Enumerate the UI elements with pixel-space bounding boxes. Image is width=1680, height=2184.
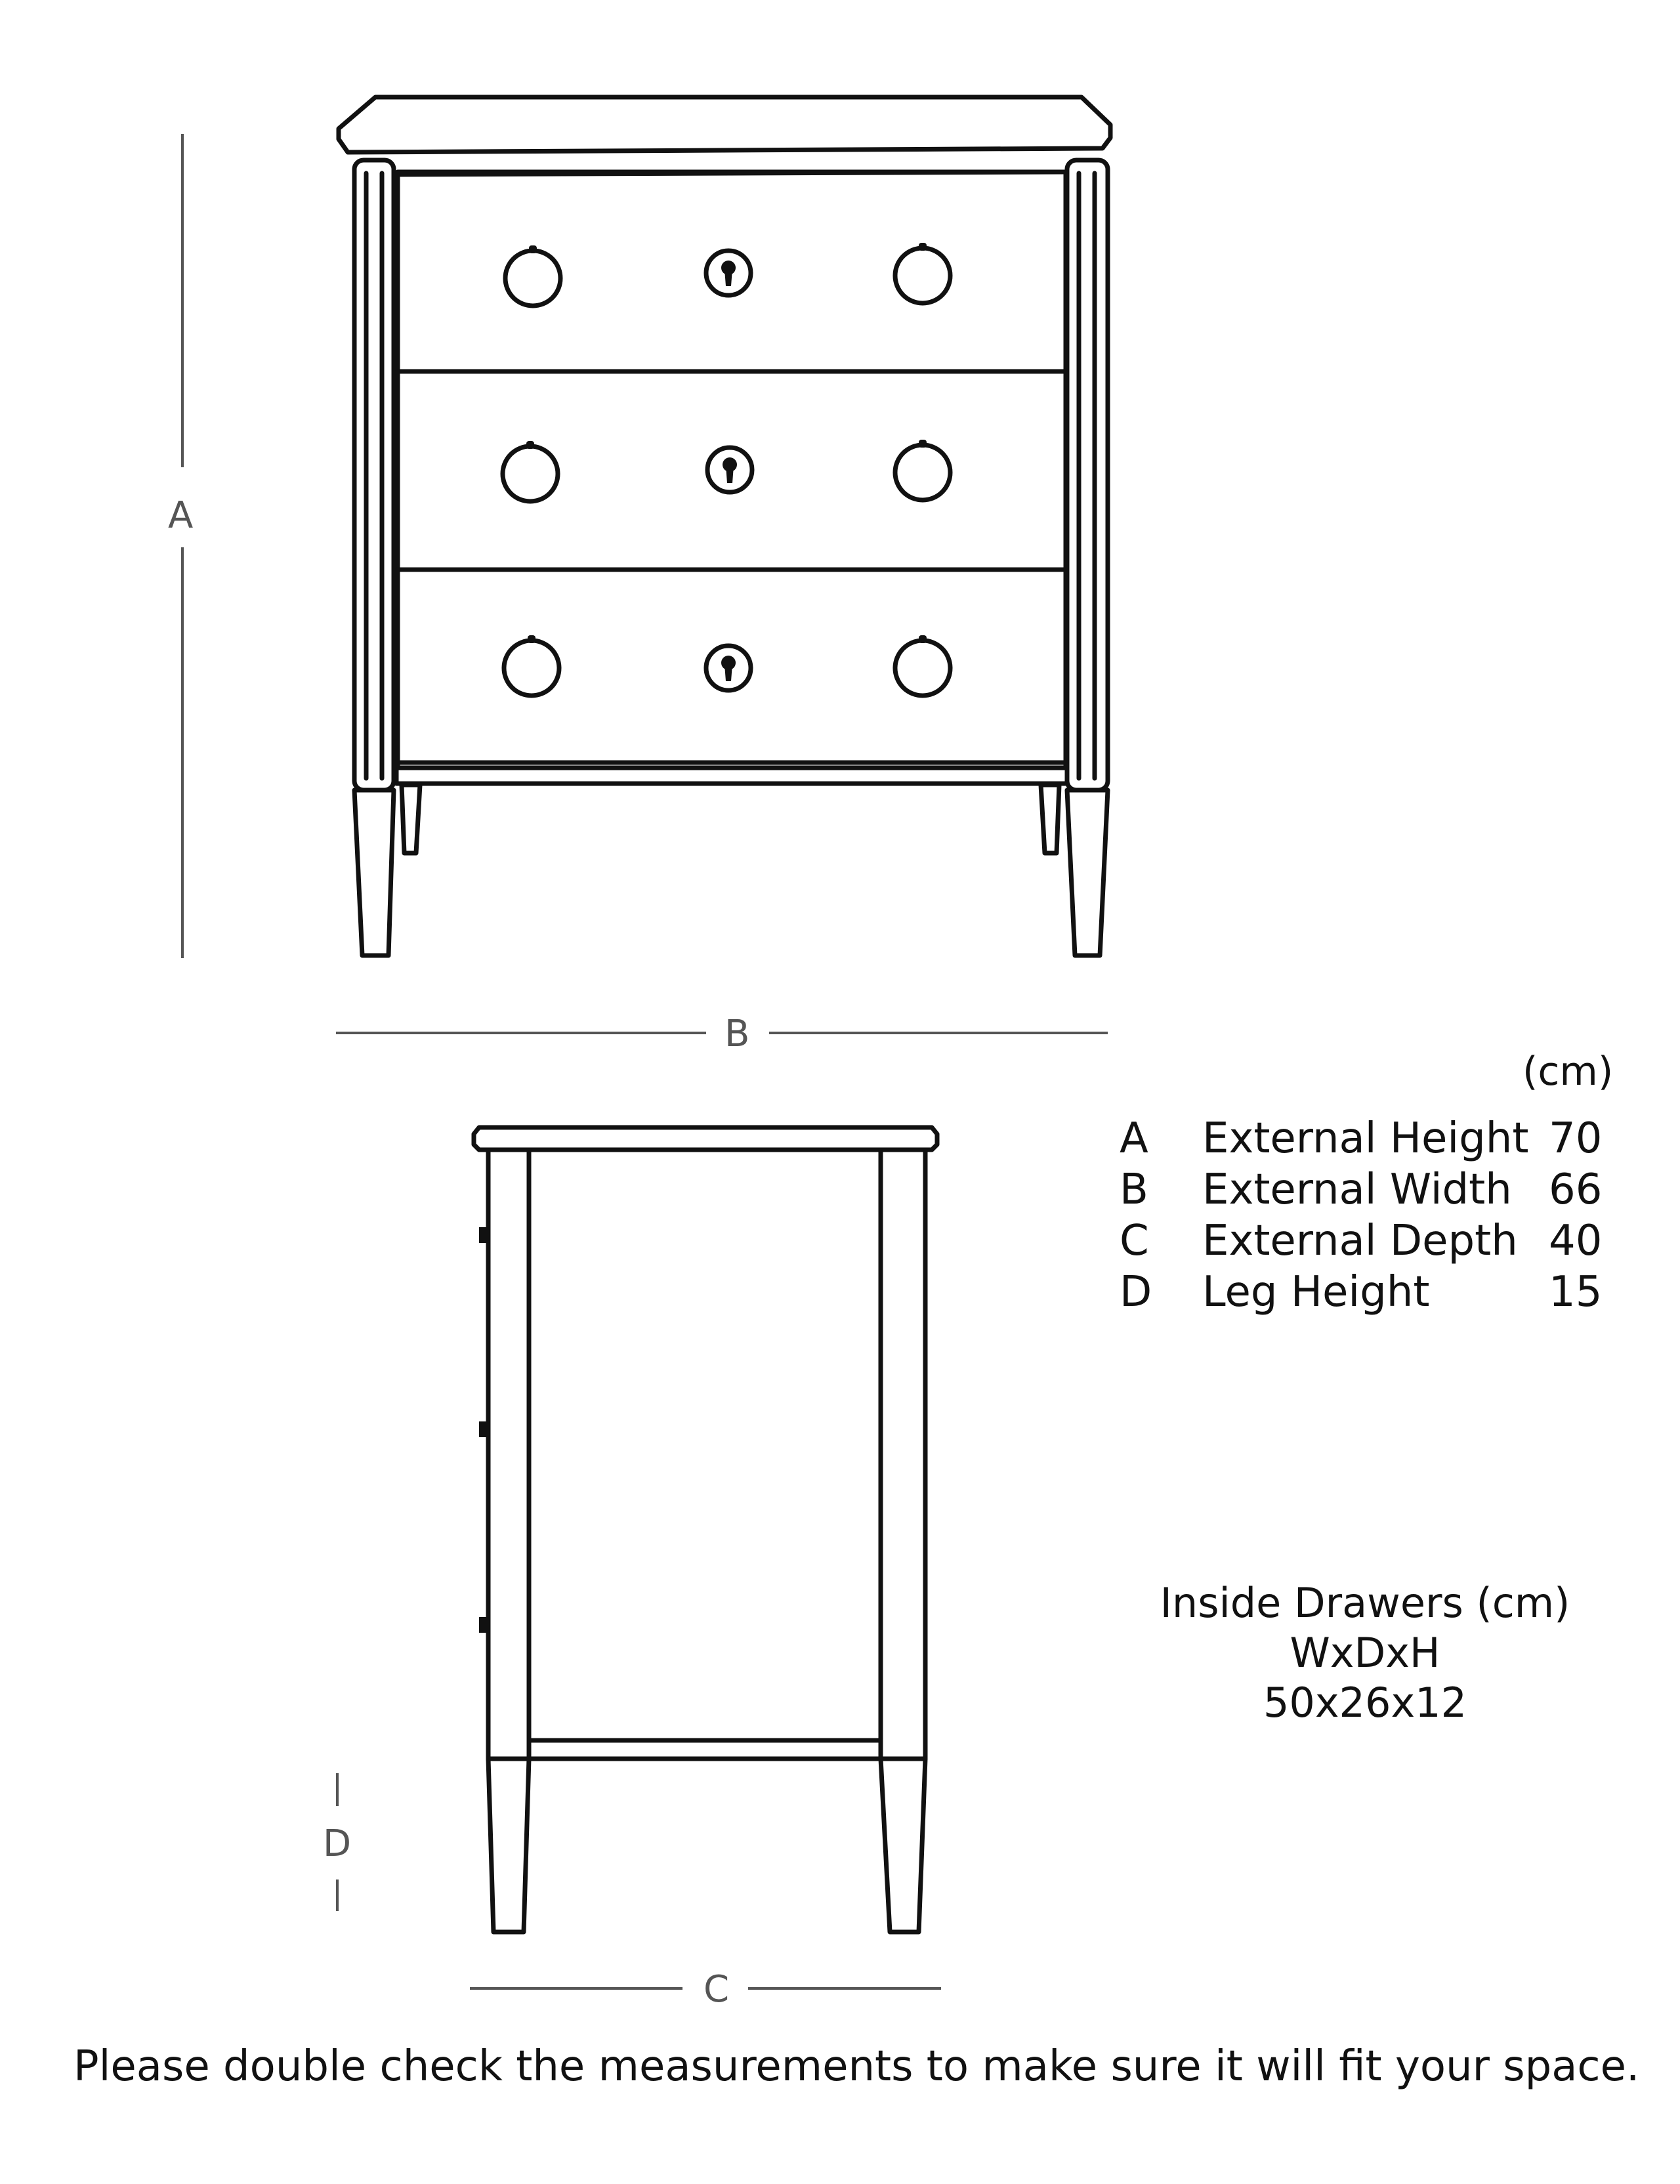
- ring-pull-icon: [504, 640, 559, 696]
- front-left-stile: [354, 160, 394, 790]
- dimension-name: External Height: [1202, 1114, 1529, 1163]
- table-row: [1120, 1219, 1602, 1270]
- dimension-lines: [182, 134, 1108, 1988]
- side-back-leg: [881, 1150, 925, 1932]
- front-top-board: [339, 97, 1110, 152]
- units-header: (cm): [1522, 1049, 1614, 1095]
- inside-drawers-title: Inside Drawers (cm): [1160, 1579, 1570, 1627]
- back-left-leg: [402, 785, 420, 853]
- front-right-leg: [1067, 790, 1108, 956]
- dimension-name: Leg Height: [1202, 1268, 1430, 1316]
- dimension-name: External Width: [1202, 1166, 1512, 1214]
- dimension-key: A: [1120, 1114, 1148, 1163]
- dimension-label-a: A: [168, 494, 194, 537]
- footer-note: Please double check the measurements to make sure it will fit your space.: [74, 2042, 1640, 2091]
- ring-pull-icon: [895, 248, 950, 303]
- dimension-label-c: C: [704, 1968, 730, 2011]
- dimension-key: C: [1120, 1217, 1149, 1265]
- ring-pull-mounts: [526, 243, 927, 643]
- ring-pull-icon: [503, 446, 558, 501]
- side-top-board: [474, 1127, 937, 1150]
- dimension-label-b: B: [724, 1013, 750, 1055]
- inside-drawers-value: 50x26x12: [1263, 1679, 1467, 1727]
- side-front-leg: [488, 1150, 529, 1932]
- table-row: [1120, 1117, 1602, 1168]
- dimension-value: 40: [1549, 1217, 1603, 1265]
- dimension-value: 15: [1549, 1268, 1603, 1316]
- side-stretcher: [529, 1740, 881, 1759]
- table-row: [1120, 1270, 1602, 1322]
- inside-drawers-info: [1155, 1578, 1575, 1728]
- table-row: [1120, 1168, 1602, 1219]
- side-view-chest: [474, 1127, 937, 1932]
- keyhole-slots: [721, 261, 737, 681]
- dimension-name: External Depth: [1202, 1217, 1518, 1265]
- inside-drawers-format: WxDxH: [1290, 1629, 1440, 1677]
- ring-pull-icon: [895, 445, 950, 500]
- front-view-chest: [339, 97, 1110, 956]
- dimension-label-d: D: [323, 1822, 352, 1865]
- dimension-value: 66: [1549, 1166, 1603, 1214]
- dimension-key: D: [1120, 1268, 1152, 1316]
- front-left-leg: [354, 790, 394, 956]
- ring-pull-icon: [505, 251, 560, 306]
- ring-pull-icon: [895, 640, 950, 696]
- back-right-leg: [1041, 785, 1059, 853]
- dimension-key: B: [1120, 1166, 1148, 1214]
- front-right-stile: [1067, 160, 1108, 790]
- dimension-value: 70: [1549, 1114, 1603, 1163]
- dimensions-table: [1120, 1114, 1603, 1322]
